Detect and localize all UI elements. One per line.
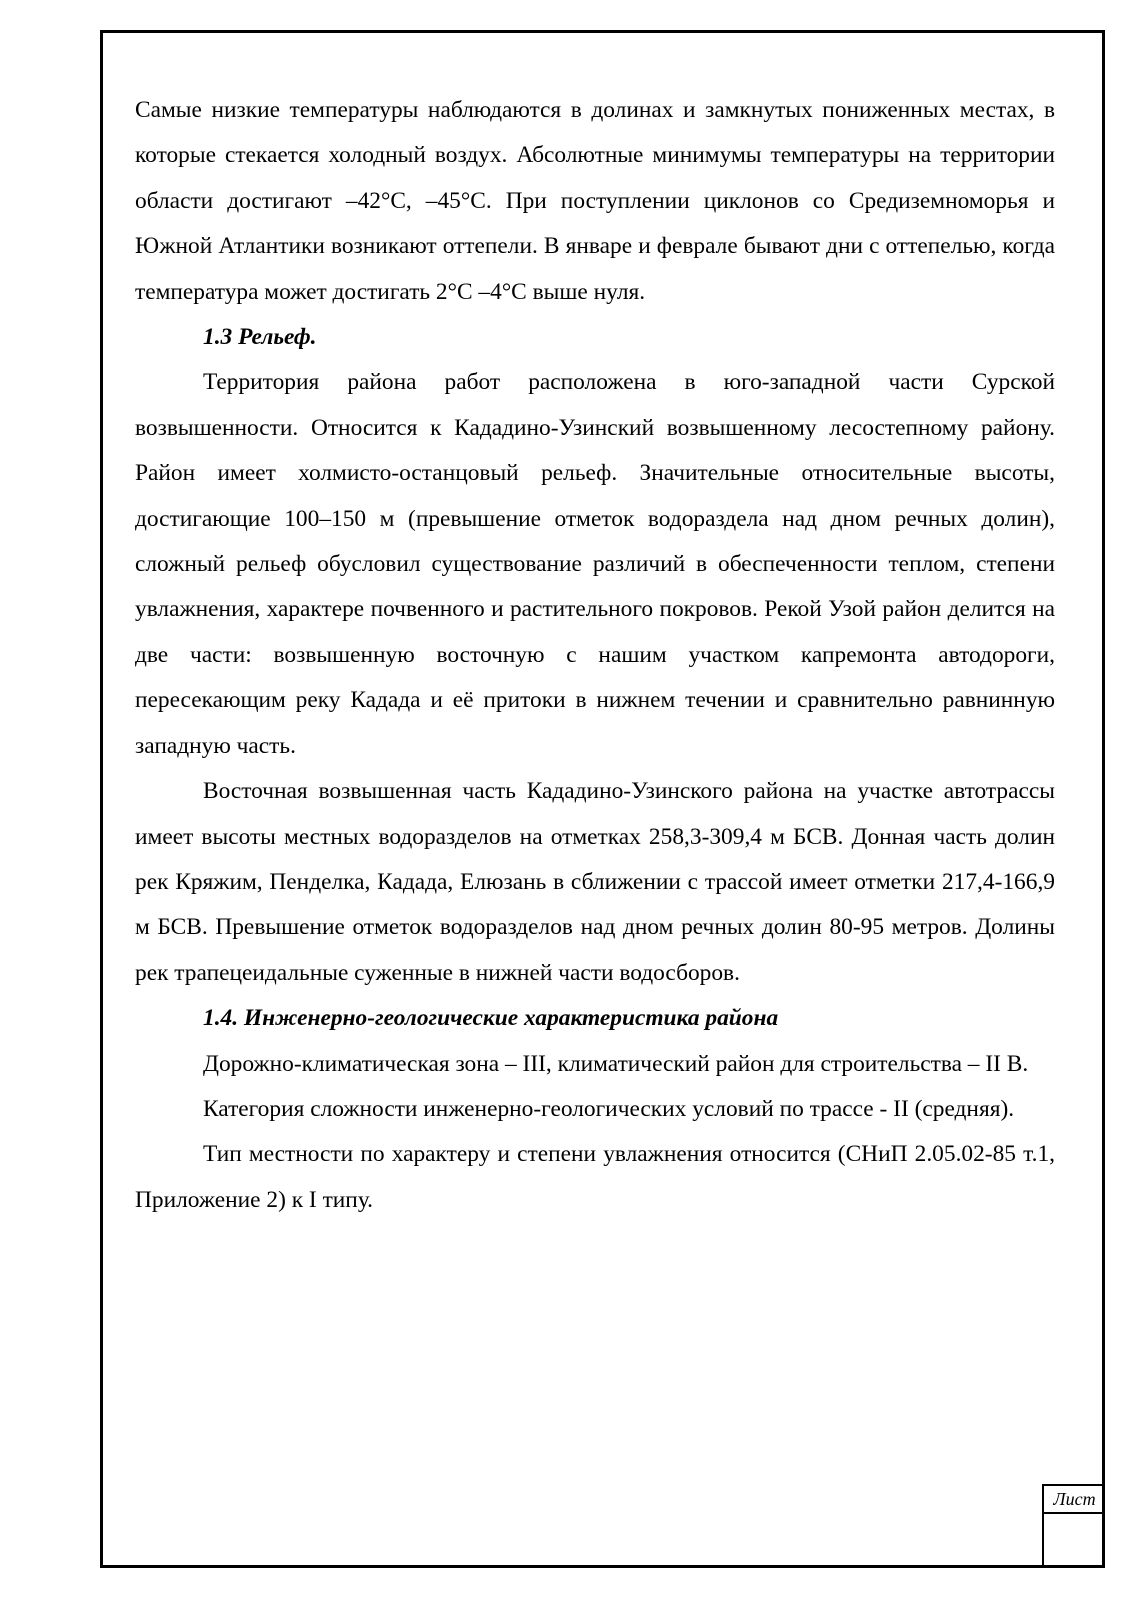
- paragraph-terrain-type: Тип местности по характеру и степени увлажнения относится (СНиП 2.05.02-85 т.1, Приложение 2) к I типу.: [135, 1141, 1055, 1213]
- heading-relief: 1.3 Рельеф.: [203, 324, 317, 351]
- sheet-stamp: [1042, 1484, 1105, 1568]
- heading-geology: 1.4. Инженерно-геологические характеристика района: [203, 1005, 779, 1032]
- paragraph-east-part: Восточная возвышенная часть Кададино-Узинского района на участке автотрассы имеет высоты местных водоразделов на отметках 258,3-309,4 м БСВ. Донная часть долин рек Кряжим, Пенделка, Кадада, Елюзань в сближении с трассой имеет отметки 217,4-166,9 м БСВ. Превышение отметок водоразделов над дном речных долин 80-95 метров. Долины рек трапецеидальные суженные в нижней части водосборов.: [135, 778, 1055, 986]
- document-body: [135, 88, 1055, 1223]
- sheet-label: Лист: [1044, 1484, 1105, 1514]
- paragraph-climate-zone: Дорожно-климатическая зона – III, климатический район для строительства – II В.: [203, 1050, 1029, 1077]
- paragraph-climate: Самые низкие температуры наблюдаются в долинах и замкнутых пониженных местах, в которые стекается холодный воздух. Абсолютные минимумы температуры на территории области достигают –42°С, –45°С. При поступлении циклонов со Средиземноморья и Южной Атлантики возникают оттепели. В январе и феврале бывают дни с оттепелью, когда температура может достигать 2°С –4°С выше нуля.: [135, 97, 1055, 305]
- paragraph-relief: Территория района работ расположена в юго-западной части Сурской возвышенности. Относится к Кададино-Узинский возвышенному лесостепному району. Район имеет холмисто-останцовый рельеф. Значительные относительные высоты, достигающие 100–150 м (превышение отметок водораздела над дном речных долин), сложный рельеф обусловил существование различий в обеспеченности теплом, степени увлажнения, характере почвенного и растительного покровов. Рекой Узой район делится на две части: возвышенную восточную с нашим участком капремонта автодороги, пересекающим реку Кадада и её притоки в нижнем течении и сравнительно равнинную западную часть.: [135, 369, 1055, 759]
- paragraph-complexity: Категория сложности инженерно-геологических условий по трассе - II (средняя).: [203, 1095, 1015, 1122]
